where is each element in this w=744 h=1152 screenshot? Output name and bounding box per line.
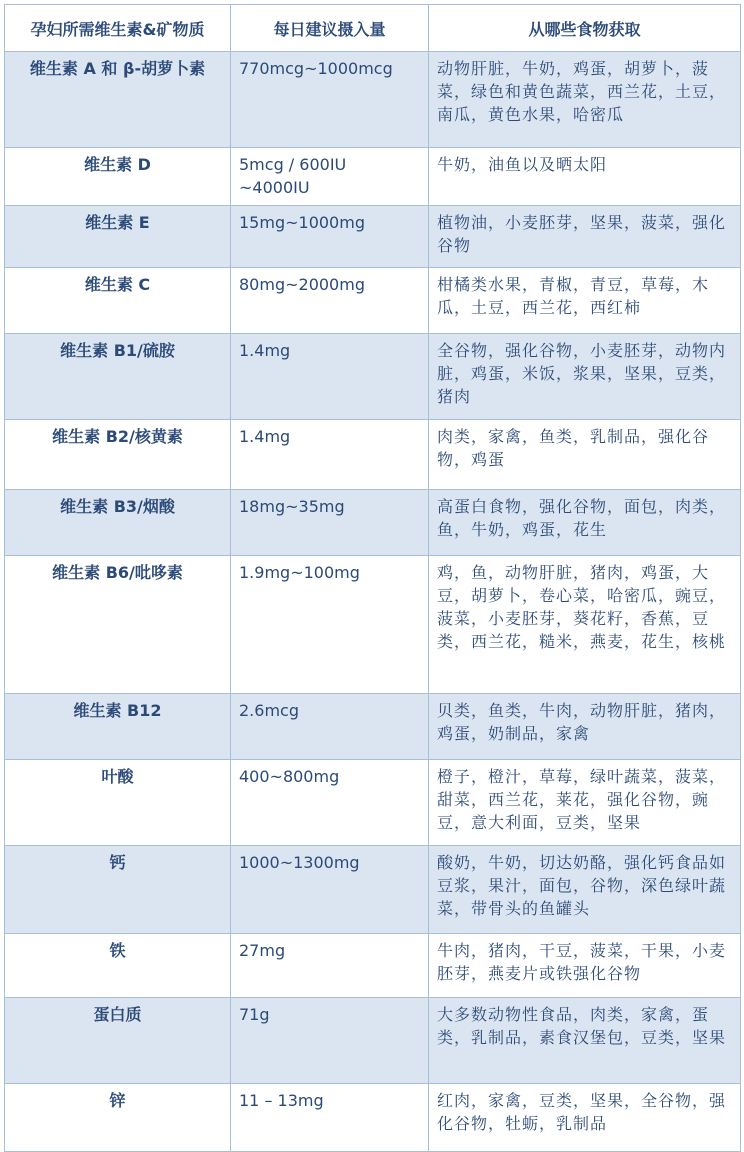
intake-amount-cell: 400~800mg: [231, 760, 429, 846]
nutrient-name-cell: 维生素 D: [5, 148, 231, 206]
nutrient-name-cell: 维生素 E: [5, 206, 231, 268]
intake-amount-cell: 71g: [231, 998, 429, 1084]
table-row: [5, 694, 741, 760]
nutrient-name-cell: 维生素 B12: [5, 694, 231, 760]
intake-amount-cell: 1000~1300mg: [231, 846, 429, 934]
food-sources-cell: 橙子，橙汁，草莓，绿叶蔬菜，菠菜，甜菜，西兰花，莱花，强化谷物，豌豆，意大利面，豆类，坚果: [429, 760, 741, 846]
nutrient-name-cell: 维生素 A 和 β-胡萝卜素: [5, 52, 231, 148]
table-row: [5, 1084, 741, 1152]
nutrient-name-cell: 维生素 B6/吡哆素: [5, 556, 231, 694]
intake-amount-cell: 770mcg~1000mcg: [231, 52, 429, 148]
food-sources-cell: 红肉，家禽，豆类，坚果，全谷物，强化谷物，牡蛎，乳制品: [429, 1084, 741, 1152]
nutrient-table: [4, 4, 741, 1152]
intake-amount-cell: 80mg~2000mg: [231, 268, 429, 334]
nutrient-name-cell: 蛋白质: [5, 998, 231, 1084]
table-row: [5, 206, 741, 268]
nutrient-name-cell: 锌: [5, 1084, 231, 1152]
food-sources-cell: 柑橘类水果，青椒，青豆，草莓，木瓜，土豆，西兰花，西红柿: [429, 268, 741, 334]
table-row: [5, 760, 741, 846]
intake-amount-cell: 1.4mg: [231, 334, 429, 420]
food-sources-cell: 高蛋白食物，强化谷物，面包，肉类，鱼，牛奶，鸡蛋，花生: [429, 490, 741, 556]
intake-amount-cell: 1.9mg~100mg: [231, 556, 429, 694]
table-row: [5, 556, 741, 694]
food-sources-cell: 全谷物，强化谷物，小麦胚芽，动物内脏，鸡蛋，米饭，浆果，坚果，豆类，猪肉: [429, 334, 741, 420]
header-nutrient: 孕妇所需维生素&矿物质: [5, 5, 231, 52]
nutrient-name-cell: 钙: [5, 846, 231, 934]
nutrient-name-cell: 铁: [5, 934, 231, 998]
table-row: [5, 148, 741, 206]
intake-amount-cell: 27mg: [231, 934, 429, 998]
nutrient-name-cell: 维生素 B2/核黄素: [5, 420, 231, 490]
table-row: [5, 490, 741, 556]
food-sources-cell: 酸奶，牛奶，切达奶酪，强化钙食品如豆浆，果汁，面包，谷物，深色绿叶蔬菜，带骨头的鱼罐头: [429, 846, 741, 934]
food-sources-cell: 鸡，鱼，动物肝脏，猪肉，鸡蛋，大豆，胡萝卜，卷心菜，哈密瓜，豌豆，菠菜，小麦胚芽，葵花籽，香蕉，豆类，西兰花，糙米，燕麦，花生，核桃: [429, 556, 741, 694]
food-sources-cell: 贝类，鱼类，牛肉，动物肝脏，猪肉，鸡蛋，奶制品，家禽: [429, 694, 741, 760]
food-sources-cell: 动物肝脏，牛奶，鸡蛋，胡萝卜，菠菜，绿色和黄色蔬菜，西兰花，土豆，南瓜，黄色水果，哈密瓜: [429, 52, 741, 148]
food-sources-cell: 肉类，家禽，鱼类，乳制品，强化谷物，鸡蛋: [429, 420, 741, 490]
intake-amount-cell: 5mcg / 600IU ~4000IU: [231, 148, 429, 206]
table-row: [5, 420, 741, 490]
nutrient-name-cell: 叶酸: [5, 760, 231, 846]
nutrient-name-cell: 维生素 C: [5, 268, 231, 334]
food-sources-cell: 大多数动物性食品，肉类，家禽，蛋类，乳制品，素食汉堡包，豆类，坚果: [429, 998, 741, 1084]
table-body: [5, 52, 741, 1152]
intake-amount-cell: 11 – 13mg: [231, 1084, 429, 1152]
food-sources-cell: 植物油，小麦胚芽，坚果，菠菜，强化谷物: [429, 206, 741, 268]
intake-amount-cell: 15mg~1000mg: [231, 206, 429, 268]
food-sources-cell: 牛肉，猪肉，干豆，菠菜，干果，小麦胚芽，燕麦片或铁强化谷物: [429, 934, 741, 998]
nutrient-name-cell: 维生素 B1/硫胺: [5, 334, 231, 420]
table-row: [5, 334, 741, 420]
header-food-sources: 从哪些食物获取: [429, 5, 741, 52]
table-row: [5, 998, 741, 1084]
intake-amount-cell: 2.6mcg: [231, 694, 429, 760]
table-row: [5, 846, 741, 934]
table-row: [5, 52, 741, 148]
header-row: [5, 5, 741, 52]
header-daily-intake: 每日建议摄入量: [231, 5, 429, 52]
nutrient-name-cell: 维生素 B3/烟酸: [5, 490, 231, 556]
intake-amount-cell: 1.4mg: [231, 420, 429, 490]
table-row: [5, 934, 741, 998]
food-sources-cell: 牛奶，油鱼以及晒太阳: [429, 148, 741, 206]
intake-amount-cell: 18mg~35mg: [231, 490, 429, 556]
table-row: [5, 268, 741, 334]
